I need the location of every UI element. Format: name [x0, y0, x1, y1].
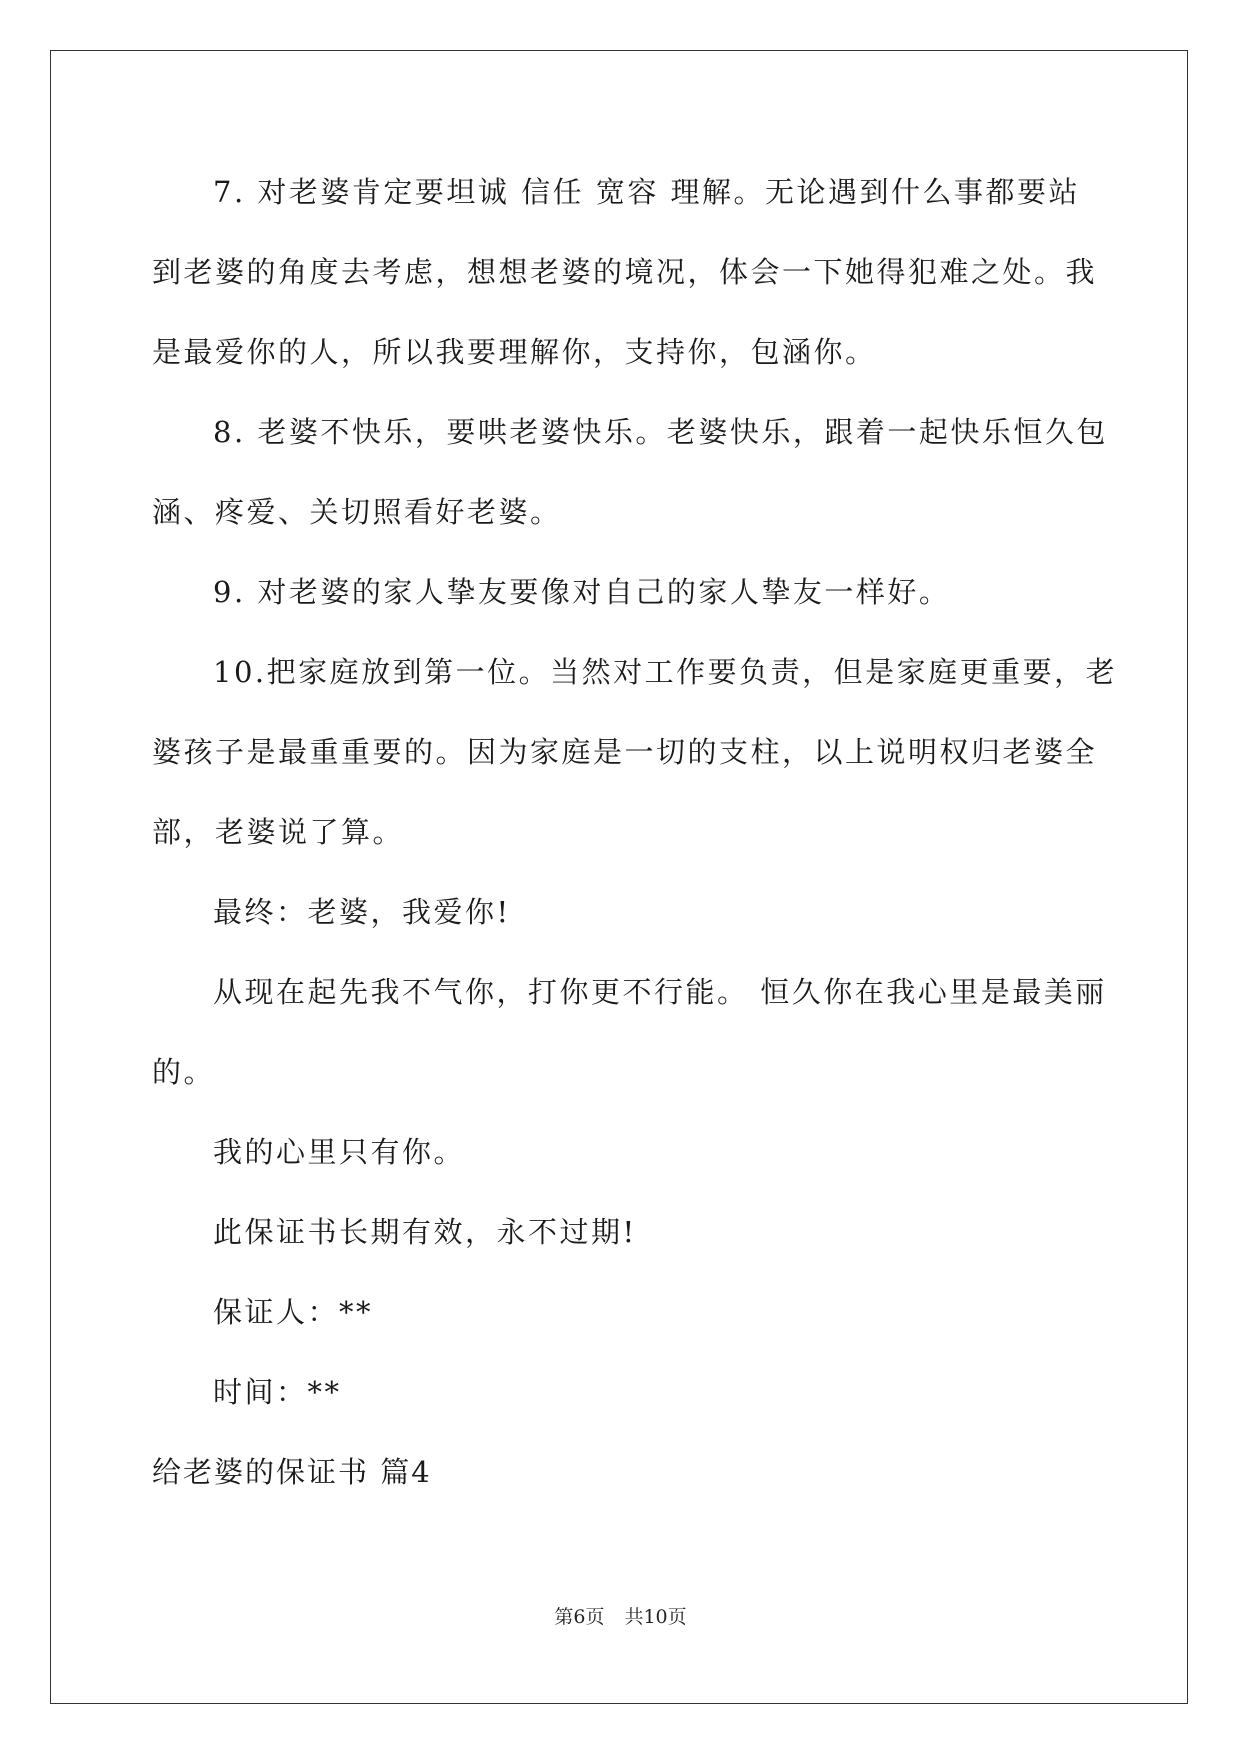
paragraph-9: 9. 对老婆的家人挚友要像对自己的家人挚友一样好。 [213, 575, 951, 609]
section-heading: 给老婆的保证书 篇4 [152, 1455, 432, 1489]
page-footer [0, 1605, 1241, 1629]
validity-line: 此保证书长期有效，永不过期! [213, 1215, 637, 1249]
promise-line-2: 的。 [152, 1055, 216, 1089]
paragraph-7-line-1: 7. 对老婆肯定要坦诚 信任 宽容 理解。无论遇到什么事都要站 [213, 175, 1081, 209]
date-line: 时间：** [213, 1375, 342, 1409]
page-total: 共10页 [624, 1606, 687, 1628]
paragraph-8-line-1: 8. 老婆不快乐，要哄老婆快乐。老婆快乐，跟着一起快乐恒久包 [213, 415, 1108, 449]
paragraph-10-line-3: 部，老婆说了算。 [152, 815, 405, 849]
paragraph-10-line-1: 10.把家庭放到第一位。当然对工作要负责，但是家庭更重要，老 [213, 655, 1118, 689]
paragraph-8-line-2: 涵、疼爱、关切照看好老婆。 [152, 495, 562, 529]
heart-line: 我的心里只有你。 [213, 1135, 466, 1169]
promise-line-1: 从现在起先我不气你，打你更不行能。 恒久你在我心里是最美丽 [213, 975, 1107, 1009]
page-number: 第6页 [554, 1606, 605, 1628]
paragraph-7-line-2: 到老婆的角度去考虑，想想老婆的境况，体会一下她得犯难之处。我 [152, 255, 1098, 289]
paragraph-7-line-3: 是最爱你的人，所以我要理解你，支持你，包涵你。 [152, 335, 877, 369]
closing-line: 最终：老婆，我爱你! [213, 895, 511, 929]
paragraph-10-line-2: 婆孩子是最重重要的。因为家庭是一切的支柱，以上说明权归老婆全 [152, 735, 1098, 769]
guarantor-line: 保证人：** [213, 1295, 374, 1329]
